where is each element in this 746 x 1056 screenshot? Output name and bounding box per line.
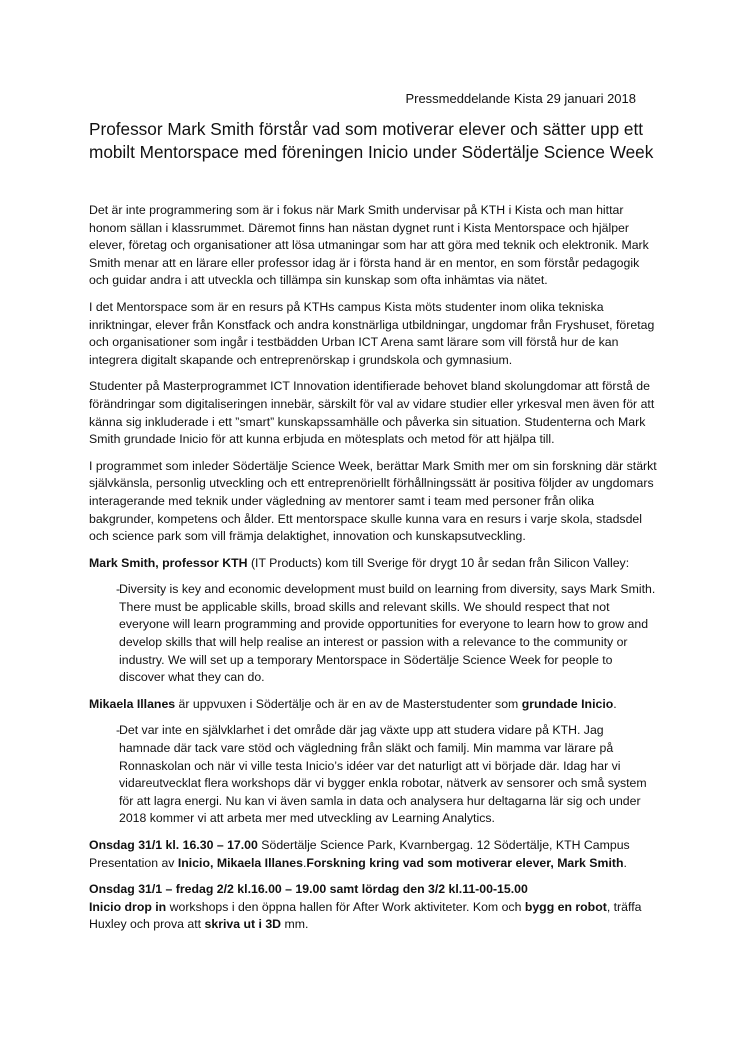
illanes-intro-end: . — [613, 696, 617, 711]
list-dash: - — [116, 723, 121, 738]
event-1-sep: . — [302, 855, 307, 870]
event-2-text: workshops i den öppna hallen för After Work aktiviteter. Kom och — [166, 899, 525, 914]
paragraph-students: Studenter på Masterprogrammet ICT Innovation identifierade behovet bland skolungdomar att förstå de förändringar som digitaliseringen innebär, särskilt för val av vidare studier eller yrkesval men även för att känna sig inkluderade i ett ”smart” kunskapssamhälle och påverka sin situation. Studenterna och Mark Smith grundade Inicio för att kunna erbjuda en mötesplats och metod för att hjälpa till. — [89, 379, 655, 447]
smith-intro — [89, 555, 657, 573]
illanes-quote-text: Det var inte en självklarhet i det område där jag växte upp att studera vidare på KTH. Jag hamnade där tack vare stöd och vägledning från släkt och familj. Min mamma var lärare på Ronnaskolan och när vi ville testa Inicio’s idéer var det naturligt att vi började där. Idag har vi vidareutvecklat flera workshops där vi bygger enkla robotar, nätverk av sensorer och små system för att lagra energi. Nu kan vi även samla in data och analysera hur deltagarna lär sig och under 2018 kommer vi att arbeta mer med utveckling av Learning Analytics. — [119, 723, 647, 826]
smith-intro-text: (IT Products) kom till Sverige för drygt 10 år sedan från Silicon Valley: — [247, 555, 630, 570]
event-2-robot: bygg en robot — [524, 899, 607, 914]
paragraph-intro: Det är inte programmering som är i fokus när Mark Smith undervisar på KTH i Kista och man hittar honom sällan i klassrummet. Däremot finns han nästan dygnet runt i Kista Mentorspace och hjälper elever, företag och organisationer att lösa utmaningar som har att göra med teknik och elektronik. Mark Smith menar att en lärare eller professor idag är i första hand är en mentor, en som förstår pedagogik och guidar andra i att utveckla och tillämpa sin kunskap som ofta inhämtas via nätet. — [89, 203, 649, 288]
event-1-where: Södertälje Science Park, Kvarnbergag. 12 Södertälje, KTH Campus Presentation av — [89, 838, 630, 870]
event-2 — [89, 881, 657, 934]
list-dash: - — [116, 582, 121, 597]
event-1-end: . — [623, 855, 627, 870]
event-1 — [89, 837, 657, 872]
event-2-when: Onsdag 31/1 – fredag 2/2 kl.16.00 – 19.00 samt lördag den 3/2 kl.11-00-15.00 — [89, 882, 528, 897]
event-1-presenter: Inicio, Mikaela Illanes — [177, 855, 303, 870]
illanes-name: Mikaela Illanes — [89, 696, 176, 711]
event-2-text-2: , träffa Huxley och prova att — [89, 899, 642, 932]
paragraph-program: I programmet som inleder Södertälje Science Week, berättar Mark Smith mer om sin forskning där stärkt självkänsla, personlig utveckling och ett entreprenöriellt förhållningssätt är positiva följder av ungdomars interagerande med teknik under vägledning av mentorer samt i team med personer från olika bakgrunder, kompetens och ålder. Ett mentorspace skulle kunna vara en resurs i varje skola, stadsdel och science park som vill främja delaktighet, innovation och kunskapsutveckling. — [89, 458, 657, 544]
event-1-topic: Forskning kring vad som motiverar elever, Mark Smith — [306, 855, 624, 870]
event-2-text-3: mm. — [281, 917, 309, 932]
event-2-3d: skriva ut i 3D — [204, 917, 282, 932]
illanes-quote — [89, 722, 657, 828]
dateline: Pressmeddelande Kista 29 januari 2018 — [405, 91, 636, 106]
smith-name: Mark Smith, professor KTH — [89, 555, 248, 570]
smith-quote — [89, 581, 657, 687]
event-2-title: Inicio drop in — [89, 899, 167, 914]
smith-quote-text: Diversity is key and economic development must build on learning from diversity, says Mark Smith. There must be applicable skills, broad skills and relevant skills. We should respect that not everyone will learn programming and provide opportunities for everyone to learn how to grow and develop skills that will help realise an interest or passion with a relevance to the community or industry. We will set up a temporary Mentorspace in Södertälje Science Week for people to discover what they can do. — [119, 582, 656, 685]
body-text — [89, 202, 657, 943]
illanes-intro-text: är uppvuxen i Södertälje och är en av de Masterstudenter som — [175, 696, 522, 711]
illanes-intro — [89, 696, 657, 714]
event-1-when: Onsdag 31/1 kl. 16.30 – 17.00 — [89, 838, 258, 852]
headline: Professor Mark Smith förstår vad som motiverar elever och sätter upp ett mobilt Mentorspace med föreningen Inicio under Södertälje Science Week — [89, 119, 654, 162]
illanes-founded: grundade Inicio — [521, 696, 614, 711]
paragraph-mentorspace: I det Mentorspace som är en resurs på KTHs campus Kista möts studenter inom olika tekniska inriktningar, elever från Konstfack och andra konstnärliga utbildningar, ungdomar från Fryshuset, företag och organisationer som ingår i testbädden Urban ICT Arena samt lärare som vill förstå hur de kan integrera digitalt skapande och entreprenörskap i grundskola och gymnasium. — [89, 299, 655, 367]
